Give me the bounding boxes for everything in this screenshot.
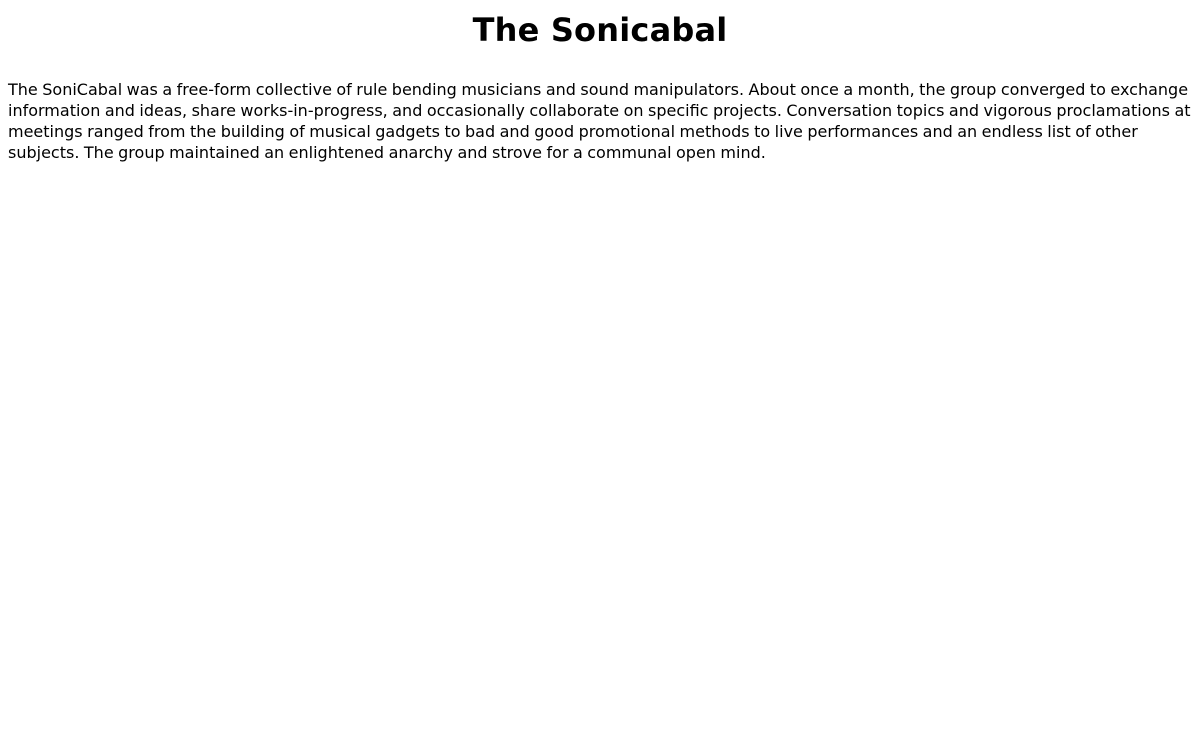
page-title: The Sonicabal bbox=[472, 11, 728, 49]
intro-paragraph: The SoniCabal was a free-form collective of rule bending musicians and sound manipulators. About once a month, the group converged to exchange information and ideas, share works-in-progress, and occasionally collaborate on specific projects. Conversation topics and vigorous proclamations at meetings ranged from the building of musical gadgets to bad and good promotional methods to live performances and an endless list of other subjects. The group maintained an enlightened anarchy and strove for a communal open mind. bbox=[8, 80, 1191, 162]
